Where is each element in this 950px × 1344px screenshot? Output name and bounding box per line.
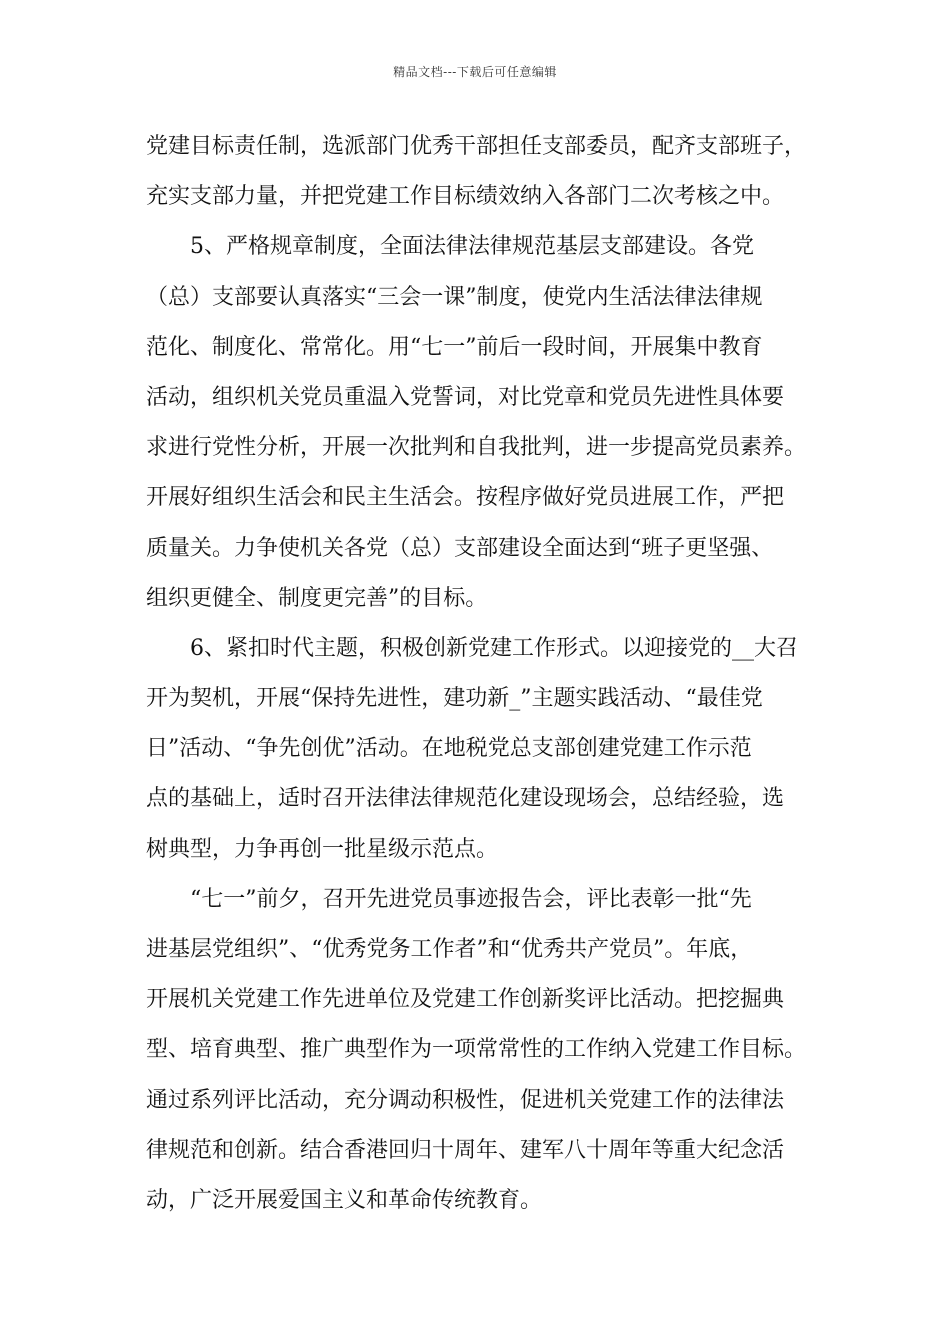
page-header: 精品文档---下载后可任意编辑 [393, 65, 557, 79]
text-line: 日”活动、“争先创优”活动。在地税党总支部创建党建工作示范 [146, 736, 752, 762]
text-line: 活动，组织机关党员重温入党誓词，对比党章和党员先进性具体要 [146, 384, 785, 410]
text-line: （总）支部要认真落实“三会一课”制度，使党内生活法律法律规 [146, 284, 763, 310]
text-line: 开展好组织生活会和民主生活会。按程序做好党员进展工作，严把 [146, 485, 785, 511]
text-line: 树典型，力争再创一批星级示范点。 [146, 836, 499, 862]
text-line: 点的基础上，适时召开法律法律规范化建设现场会，总结经验，选 [146, 786, 785, 812]
text-line: 质量关。力争使机关各党（总）支部建设全面达到“班子更坚强、 [146, 535, 774, 561]
text-line: 充实支部力量，并把党建工作目标绩效纳入各部门二次考核之中。 [146, 184, 785, 210]
paragraph-start-line: 6、紧扣时代主题，积极创新党建工作形式。以迎接党的__大召 [190, 635, 798, 661]
text-line: 开展机关党建工作先进单位及党建工作创新奖评比活动。把挖掘典 [146, 987, 785, 1013]
text-line: 型、培育典型、推广典型作为一项常常性的工作纳入党建工作目标。 [146, 1037, 807, 1063]
text-line: 通过系列评比活动，充分调动积极性，促进机关党建工作的法律法 [146, 1087, 785, 1113]
text-line: 动，广泛开展爱国主义和革命传统教育。 [146, 1187, 543, 1213]
text-line: 党建目标责任制，选派部门优秀干部担任支部委员，配齐支部班子， [146, 134, 807, 159]
text-line: 律规范和创新。结合香港回归十周年、建军八十周年等重大纪念活 [146, 1137, 785, 1163]
text-line: 开为契机，开展“保持先进性，建功新_”主题实践活动、“最佳党 [146, 686, 763, 712]
paragraph-start-line: “七一”前夕，召开先进党员事迹报告会，评比表彰一批“先 [190, 886, 752, 912]
text-line: 组织更健全、制度更完善”的目标。 [146, 585, 488, 611]
document-body [146, 122, 806, 1226]
text-line: 范化、制度化、常常化。用“七一”前后一段时间，开展集中教育 [146, 334, 763, 360]
text-line: 进基层党组织”、“优秀党务工作者”和“优秀共产党员”。年底， [146, 937, 753, 962]
paragraph-start-line: 5、严格规章制度，全面法律法律规范基层支部建设。各党 [190, 234, 754, 260]
text-line: 求进行党性分析，开展一次批判和自我批判，进一步提高党员素养。 [146, 435, 807, 461]
